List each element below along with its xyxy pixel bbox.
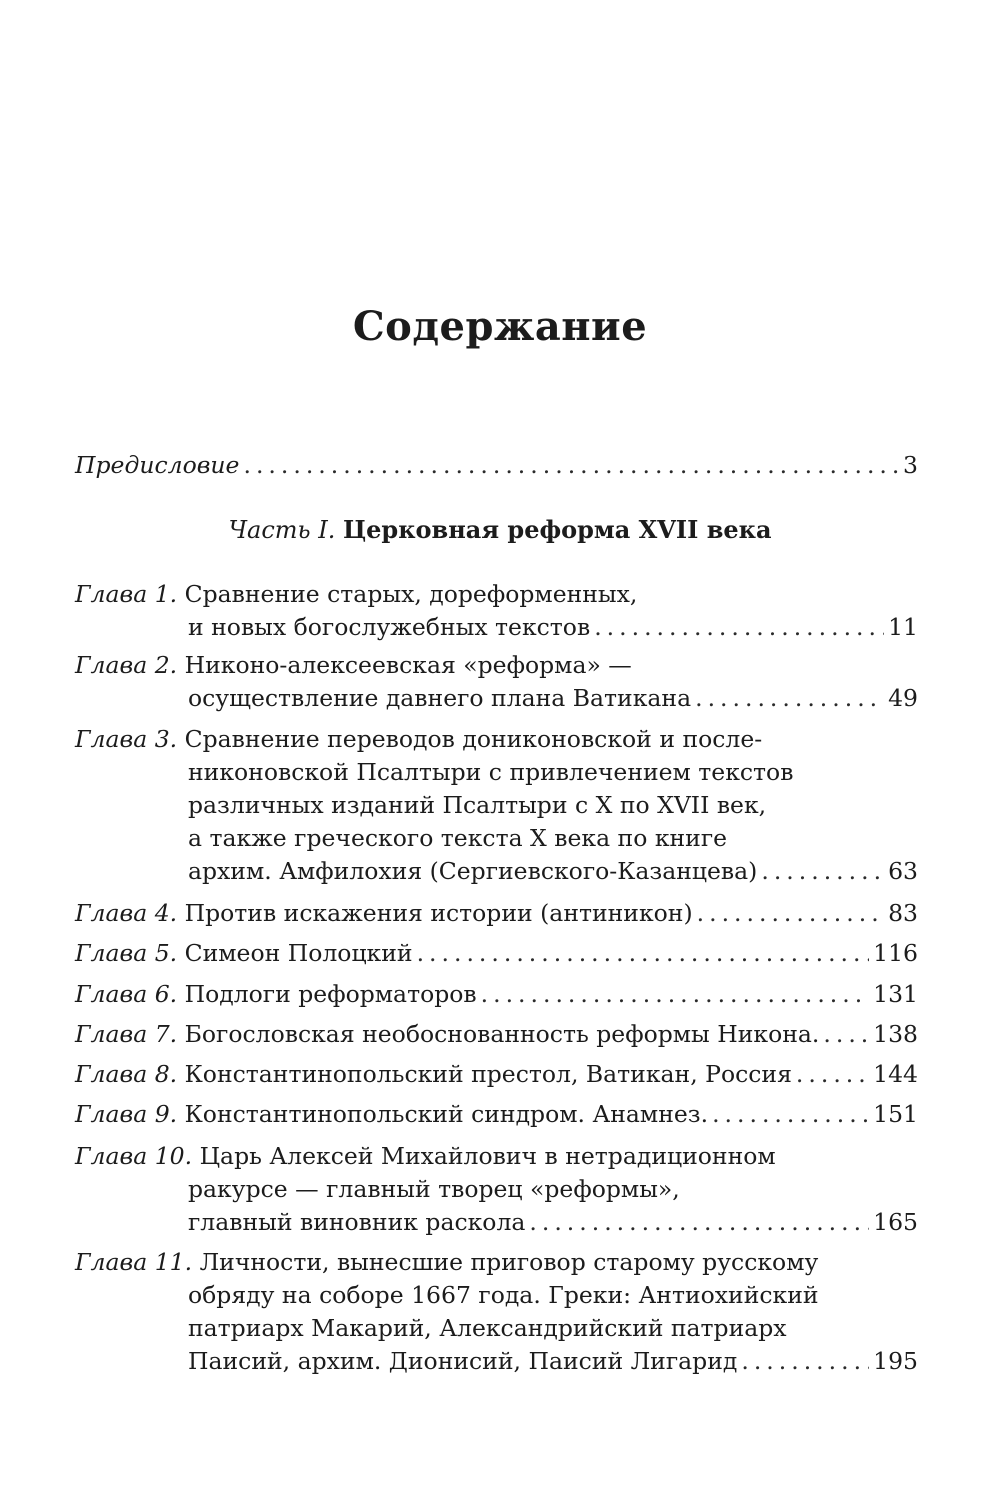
page-number: 151 [873, 1100, 918, 1128]
chapter-label: Глава 1. [75, 580, 178, 608]
page-number: 83 [888, 899, 918, 927]
dot-leader [697, 897, 884, 930]
toc-entry-chapter-7[interactable] [75, 1018, 918, 1051]
page-number: 195 [873, 1347, 918, 1375]
chapter-title-line: Личности, вынесшие приговор старому русскому [199, 1248, 819, 1276]
chapter-label: Глава 2. [75, 651, 178, 679]
chapter-label: Глава 10. [75, 1142, 193, 1170]
chapter-title-line: Константинопольский престол, Ватикан, Россия [184, 1060, 792, 1088]
toc-entry-chapter-2[interactable] [75, 649, 918, 715]
dot-leader [529, 1206, 869, 1239]
chapter-label: Глава 11. [75, 1248, 193, 1276]
page-number: 63 [888, 857, 918, 885]
toc-entry-chapter-10[interactable] [75, 1140, 918, 1239]
dot-leader [712, 1098, 869, 1131]
dot-leader [594, 611, 884, 644]
chapter-label: Глава 6. [75, 980, 178, 1008]
page-number: 165 [873, 1208, 918, 1236]
chapter-title-line: Подлоги реформаторов [184, 980, 477, 1008]
dot-leader [741, 1345, 869, 1378]
chapter-label: Глава 5. [75, 939, 178, 967]
chapter-title-line: Симеон Полоцкий [184, 939, 413, 967]
toc-entry-chapter-4[interactable] [75, 897, 918, 930]
toc-entry-chapter-6[interactable] [75, 978, 918, 1011]
dot-leader [823, 1018, 869, 1051]
page-number: 131 [873, 980, 918, 1008]
toc-entry-chapter-1[interactable] [75, 578, 918, 644]
part-label: Часть I. [228, 516, 336, 544]
dot-leader [761, 855, 884, 888]
dot-leader [417, 937, 870, 970]
part-heading [0, 512, 1000, 548]
chapter-label: Глава 9. [75, 1100, 178, 1128]
chapter-title-line: Против искажения истории (антиникон) [184, 899, 693, 927]
page-number: 144 [873, 1060, 918, 1088]
toc-entry-chapter-11[interactable] [75, 1246, 918, 1378]
chapter-title-line: ракурсе — главный творец «реформы», [188, 1175, 680, 1203]
chapter-title-line: Богословская необоснованность реформы Никона. [184, 1020, 820, 1048]
chapter-title-line: главный виновник раскола [188, 1208, 526, 1236]
chapter-label: Глава 7. [75, 1020, 178, 1048]
dot-leader [695, 682, 884, 715]
preface-label: Предисловие [75, 451, 240, 479]
chapter-title-line: Константинопольский синдром. Анамнез. [184, 1100, 709, 1128]
page-number: 11 [888, 613, 918, 641]
chapter-title-line: никоновской Псалтыри с привлечением текстов [188, 758, 794, 786]
chapter-title-line: патриарх Макарий, Александрийский патриарх [188, 1314, 787, 1342]
page-number: 49 [888, 684, 918, 712]
dot-leader [243, 449, 899, 482]
chapter-title-line: Царь Алексей Михайлович в нетрадиционном [199, 1142, 776, 1170]
chapter-title-line: осуществление давнего плана Ватикана [188, 684, 692, 712]
chapter-label: Глава 4. [75, 899, 178, 927]
toc-entry-chapter-3[interactable] [75, 723, 918, 888]
chapter-title-line: а также греческого текста X века по книге [188, 824, 728, 852]
chapter-title-line: Сравнение старых, дореформенных, [184, 580, 638, 608]
page-number: 116 [873, 939, 918, 967]
toc-entry-chapter-8[interactable] [75, 1058, 918, 1091]
chapter-title-line: архим. Амфилохия (Сергиевского-Казанцева) [188, 857, 758, 885]
toc-entry-preface[interactable] [75, 449, 918, 482]
chapter-label: Глава 8. [75, 1060, 178, 1088]
chapter-title-line: Сравнение переводов дониконовской и после- [184, 725, 763, 753]
chapter-title-line: и новых богослужебных текстов [188, 613, 591, 641]
toc-entry-chapter-9[interactable] [75, 1098, 918, 1131]
page-title: Содержание [352, 303, 648, 350]
chapter-title-line: различных изданий Псалтыри с X по XVII век, [188, 791, 767, 819]
page-number: 138 [873, 1020, 918, 1048]
chapter-title-line: Паисий, архим. Дионисий, Паисий Лигарид [188, 1347, 738, 1375]
chapter-title-line: обряду на соборе 1667 года. Греки: Антиохийский [188, 1281, 819, 1309]
page-number: 3 [903, 451, 918, 479]
chapter-label: Глава 3. [75, 725, 178, 753]
toc-entry-chapter-5[interactable] [75, 937, 918, 970]
chapter-title-line: Никоно-алексеевская «реформа» — [184, 651, 632, 679]
dot-leader [796, 1058, 869, 1091]
dot-leader [481, 978, 870, 1011]
part-title: Церковная реформа XVII века [342, 515, 772, 544]
